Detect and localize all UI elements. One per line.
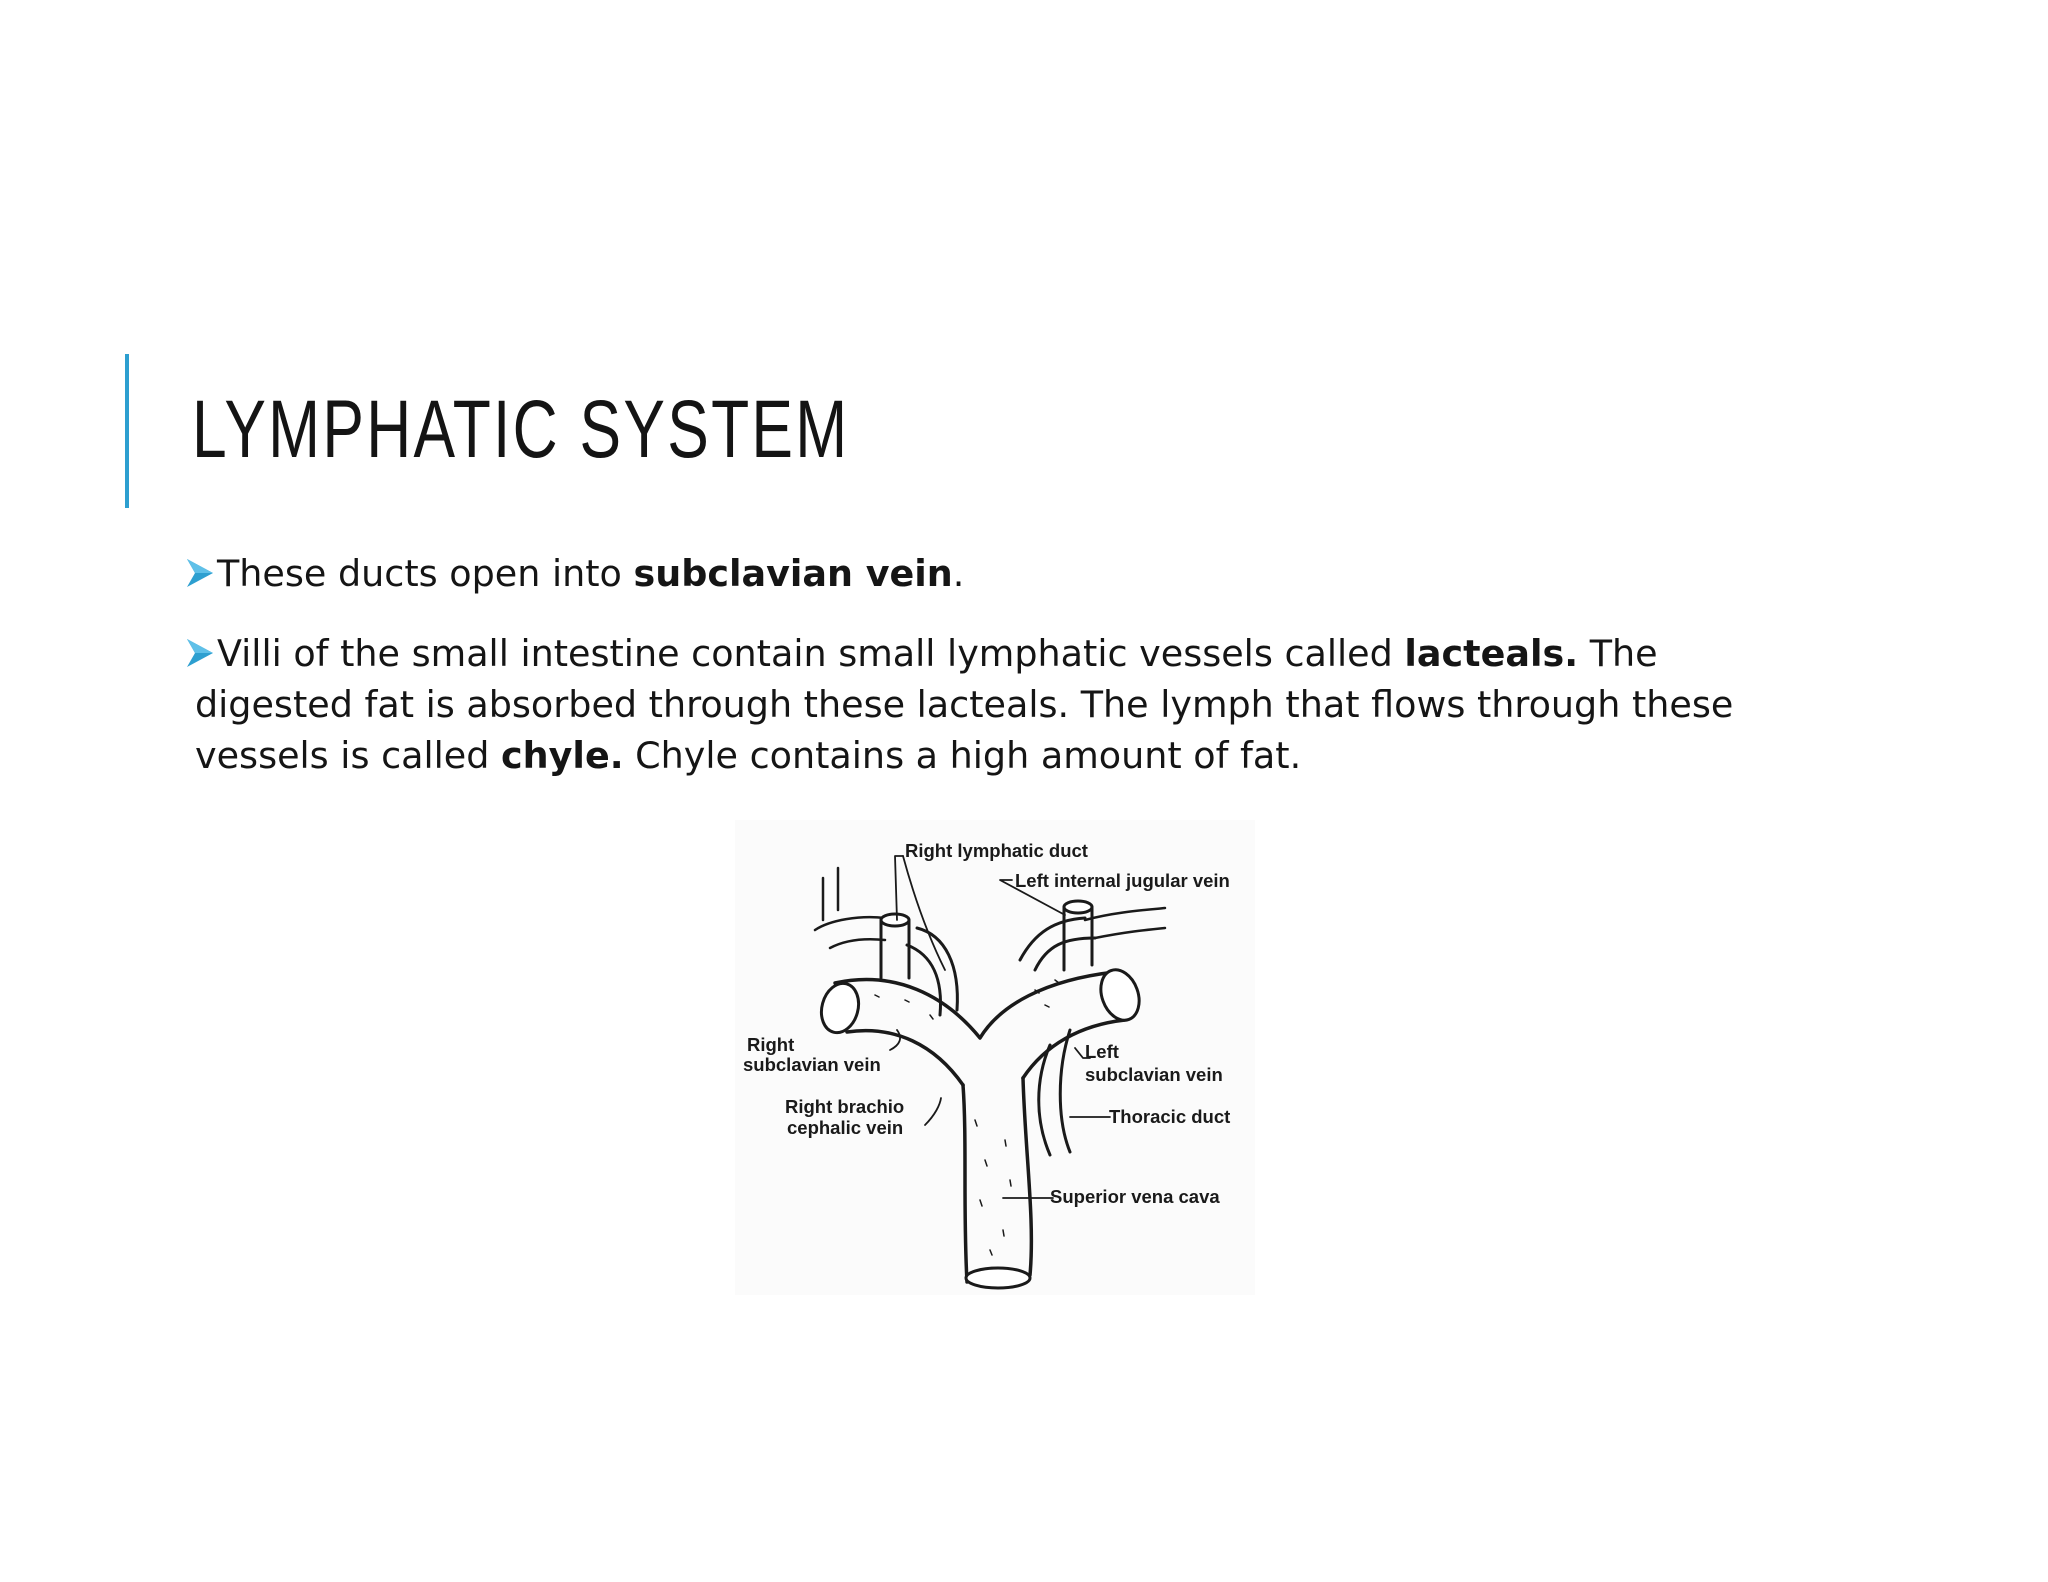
bullet-1-text: These ducts open into xyxy=(217,552,634,595)
bullet-1-bold: subclavian vein xyxy=(633,552,953,595)
bullet-item-1 xyxy=(185,548,1825,599)
bullet-2-bold-chyle: chyle. xyxy=(501,734,624,777)
bullet-2-line-2: digested fat is absorbed through these lacteals. The lymph that flows through these xyxy=(195,683,1734,726)
bullet-2-text-b: The xyxy=(1578,632,1658,675)
bullet-item-2 xyxy=(185,628,1825,781)
bullet-list xyxy=(185,548,1825,810)
title-accent-bar xyxy=(125,354,129,508)
label-left-subclavian-vein: subclavian vein xyxy=(1085,1064,1223,1085)
label-right-lymphatic-duct: Right lymphatic duct xyxy=(905,840,1088,861)
arrow-bullet-icon xyxy=(185,636,215,670)
label-right-brachio: Right brachio xyxy=(785,1096,905,1117)
label-right: Right xyxy=(747,1034,795,1055)
arrow-bullet-icon xyxy=(185,556,215,590)
label-thoracic-duct: Thoracic duct xyxy=(1109,1106,1231,1127)
label-right-subclavian-vein: subclavian vein xyxy=(743,1054,881,1075)
label-superior-vena-cava: Superior vena cava xyxy=(1050,1186,1220,1207)
label-left-internal-jugular-vein: Left internal jugular vein xyxy=(1015,870,1230,891)
label-cephalic-vein: cephalic vein xyxy=(787,1117,904,1138)
bullet-1-end: . xyxy=(952,552,965,595)
bullet-2-bold-lacteals: lacteals. xyxy=(1404,632,1579,675)
bullet-2-text-c: vessels is called xyxy=(195,734,502,777)
bullet-2-line-3 xyxy=(185,730,1825,781)
label-left: Left xyxy=(1085,1041,1119,1062)
bullet-2-text-d: Chyle contains a high amount of fat. xyxy=(623,734,1302,777)
bullet-2-text-a: Villi of the small intestine contain small lymphatic vessels called xyxy=(217,632,1405,675)
slide-title: LYMPHATIC SYSTEM xyxy=(192,384,850,475)
lymphatic-duct-diagram xyxy=(735,820,1255,1295)
